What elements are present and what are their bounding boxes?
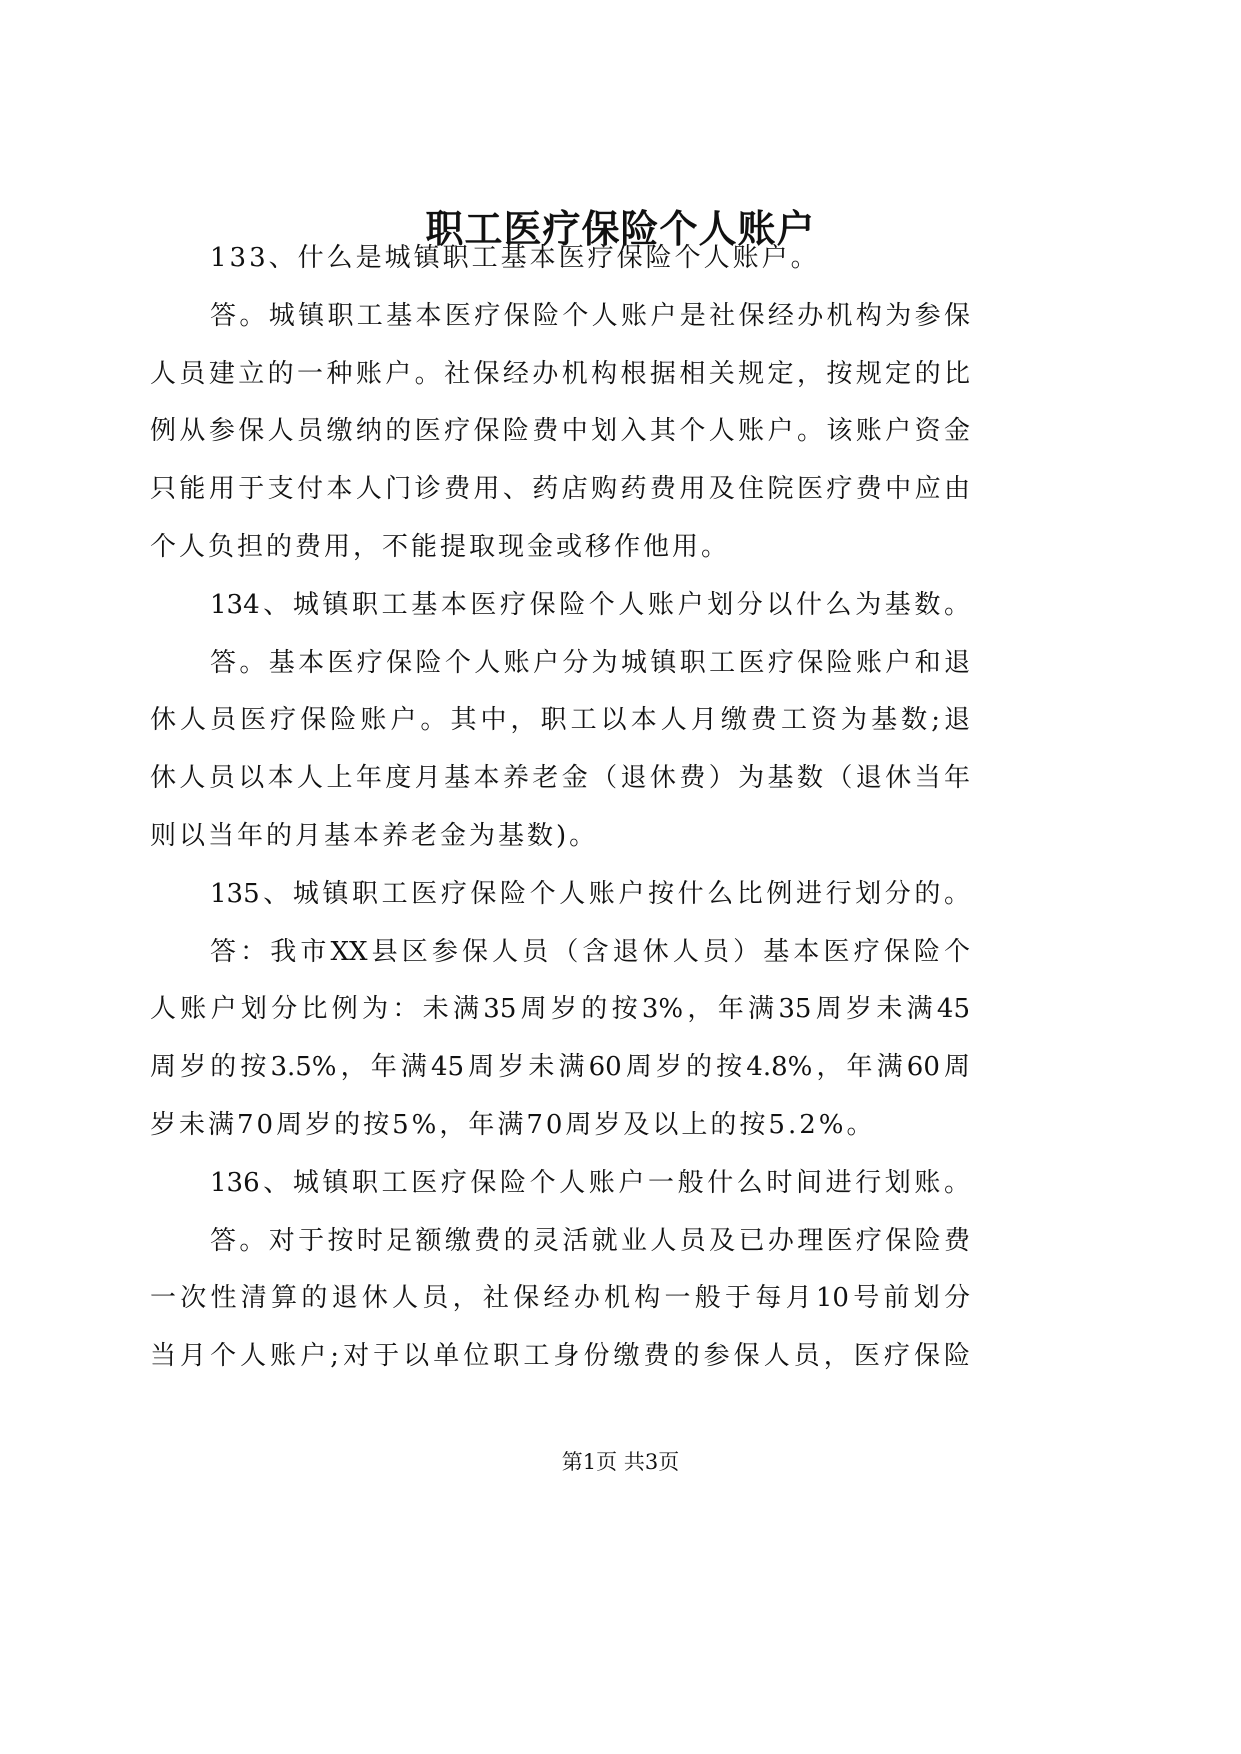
page-number: 第1页 共3页	[561, 1450, 680, 1474]
text-line: 一次性清算的退休人员，社保经办机构一般于每月10号前划分	[150, 1283, 970, 1314]
text-line: 例从参保人员缴纳的医疗保险费中划入其个人账户。该账户资金	[150, 416, 970, 447]
text-line: 136、城镇职工医疗保险个人账户一般什么时间进行划账。	[210, 1167, 970, 1198]
text-line: 休人员医疗保险账户。其中，职工以本人月缴费工资为基数;退	[150, 705, 970, 736]
text-line: 答。基本医疗保险个人账户分为城镇职工医疗保险账户和退	[210, 647, 970, 678]
text-line: 134、城镇职工基本医疗保险个人账户划分以什么为基数。	[210, 589, 970, 620]
text-line: 答。对于按时足额缴费的灵活就业人员及已办理医疗保险费	[210, 1225, 970, 1256]
text-line: 个人负担的费用，不能提取现金或移作他用。	[150, 532, 731, 562]
text-line: 周岁的按3.5%，年满45周岁未满60周岁的按4.8%，年满60周	[150, 1052, 970, 1083]
text-line: 当月个人账户;对于以单位职工身份缴费的参保人员，医疗保险	[150, 1341, 970, 1372]
text-line: 人账户划分比例为：未满35周岁的按3%，年满35周岁未满45	[150, 994, 970, 1025]
document-title: 职工医疗保险个人账户	[425, 206, 816, 251]
text-line: 只能用于支付本人门诊费用、药店购药费用及住院医疗费中应由	[150, 474, 970, 505]
text-line: 则以当年的月基本养老金为基数)。	[150, 821, 599, 851]
text-line: 人员建立的一种账户。社保经办机构根据相关规定，按规定的比	[150, 358, 970, 389]
text-line: 岁未满70周岁的按5%，年满70周岁及以上的按5.2%。	[150, 1110, 876, 1140]
text-line: 休人员以本人上年度月基本养老金（退休费）为基数（退休当年	[150, 763, 970, 794]
text-line: 133、什么是城镇职工基本医疗保险个人账户。	[210, 243, 820, 273]
text-line: 答。城镇职工基本医疗保险个人账户是社保经办机构为参保	[210, 300, 970, 331]
text-line: 答：我市XX县区参保人员（含退休人员）基本医疗保险个	[210, 936, 970, 967]
text-line: 135、城镇职工医疗保险个人账户按什么比例进行划分的。	[210, 878, 970, 909]
